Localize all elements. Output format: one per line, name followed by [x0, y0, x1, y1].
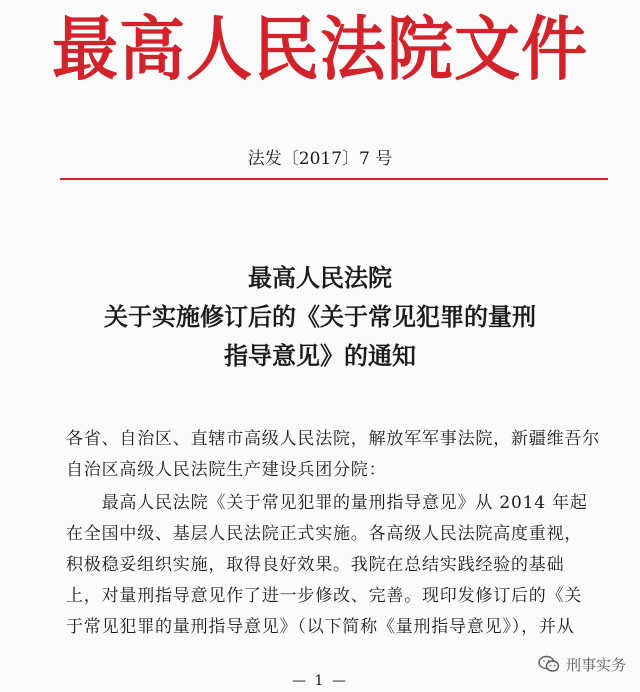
notice-title — [0, 258, 640, 375]
addressee-line: 各省、自治区、直辖市高级人民法院，解放军军事法院，新疆维吾尔 — [66, 429, 600, 449]
watermark-text: 刑事实务 — [565, 655, 626, 674]
masthead: 最高人民法院文件 — [52, 9, 588, 90]
red-divider — [60, 178, 608, 180]
body-line: 最高人民法院《关于常见犯罪的量刑指导意见》从 2014 年起 — [66, 493, 588, 513]
title-line: 最高人民法院 — [248, 263, 392, 292]
title-line: 关于实施修订后的《关于常见犯罪的量刑 — [104, 302, 536, 331]
page-number: — 1 — — [292, 673, 348, 689]
wechat-icon — [538, 655, 560, 673]
body-paragraph — [66, 488, 622, 643]
addressee-line: 自治区高级人民法院生产建设兵团分院： — [66, 460, 387, 480]
watermark — [538, 652, 626, 676]
body-line: 积极稳妥组织实施，取得良好效果。我院在总结实践经验的基础 — [66, 555, 565, 575]
document-number: 法发〔2017〕7 号 — [247, 149, 393, 169]
body-line: 上，对量刑指导意见作了进一步修改、完善。现印发修订后的《关 — [66, 586, 583, 606]
body-line: 在全国中级、基层人民法院正式实施。各高级人民法院高度重视， — [66, 524, 583, 544]
addressee — [66, 424, 622, 486]
title-line: 指导意见》的通知 — [224, 341, 416, 370]
body-line: 于常见犯罪的量刑指导意见》（以下简称《量刑指导意见》），并从 — [66, 617, 575, 637]
